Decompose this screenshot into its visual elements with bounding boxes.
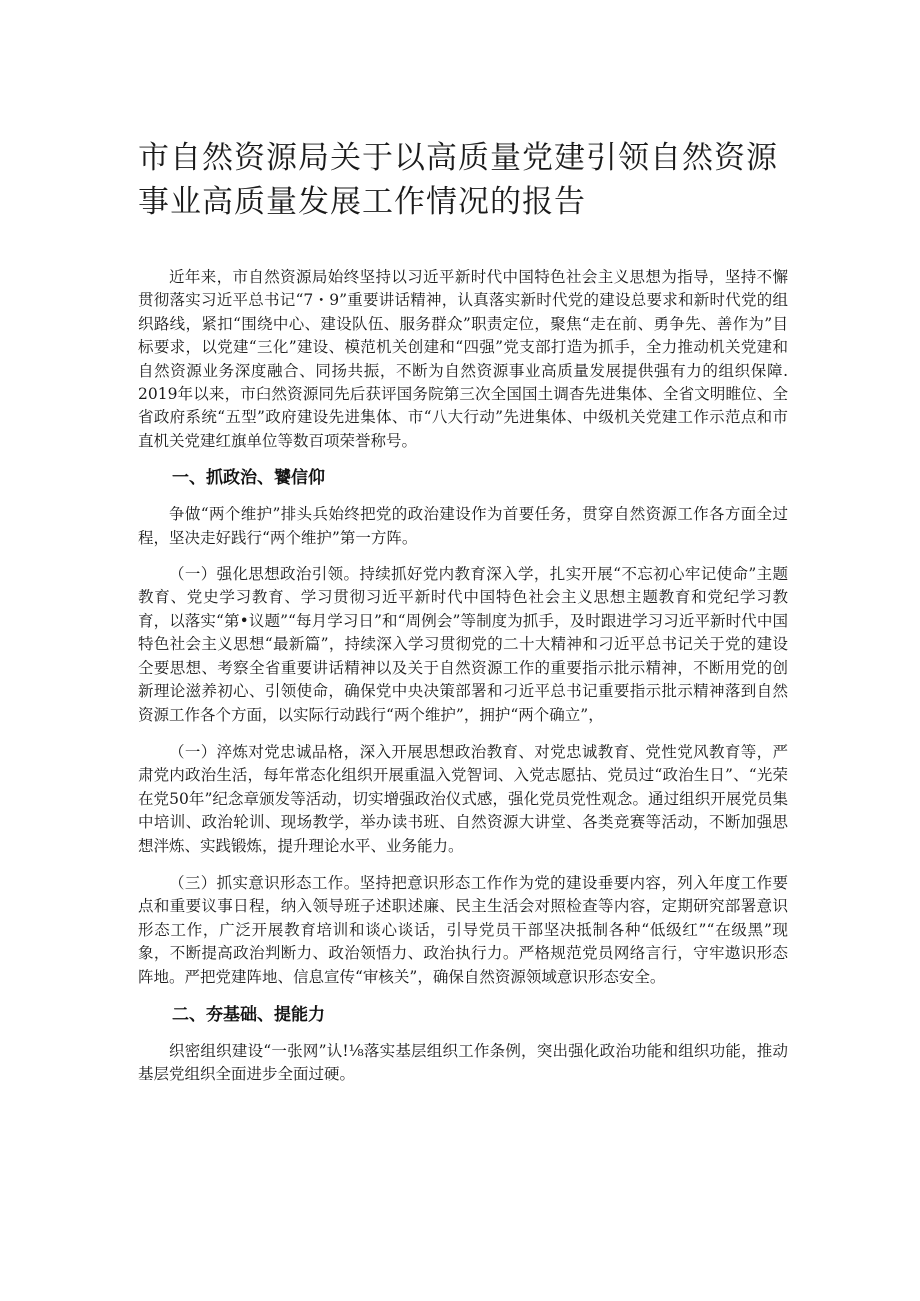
section-1-item-3-paragraph: （三）抓实意识形态工作。坚持把意识形态工作作为党的建设垂要内容，列入年度工作要点和重要议事日程，纳入领导班子述职述廉、民主生活会对照检查等内容，定期研究部署意识形态工作，广泛开展教育培训和谈心谈话，引导党员干部坚决抵制各种“低级红”“在级黑”现象，不断提高政治判断力、政治领悟力、政治执行力。严格规范党员网络言行，守牢遨识形态阵地。严把党建阵地、信息宣传“审核关”，确保自然资源领域意识形态安全。: [138, 873, 788, 986]
section-1-lead-paragraph: 争做“两个维护”排头兵始终把党的政治建设作为首要任务，贯穿自然资源工作各方面全过程，坚决走好践行“两个维护”第一方阵。: [138, 505, 788, 547]
section-1-item-2-paragraph: （一）淬炼对党忠诚品格，深入开展思想政治教育、对党忠诚教育、党性党风教育等，严肃党内政治生活，每年常态化组织开展重温入党智词、入党志愿拈、党员过“政治生日”、“光荣在党50年”纪念章颁发等活动，切实增强政治仪式感，强化党员党性观念。通过组织开展党员集中培训、政治轮训、现场教学，举办读书班、自然资源大讲堂、各类竞赛等活动，不断加强思想泮炼、实践锻炼，提升理论水平、业务能力。: [138, 742, 788, 855]
intro-paragraph: 近年来，市自然资源局始终坚持以习近平新时代中国特色社会主义思想为指导，坚持不懈贯彻落实习近平总书记“7・9”重要讲话精神，认真落实新时代党的建设总要求和新时代党的组织路线，紧扣“围绕中心、建设队伍、服务群众”职责定位，聚焦“走在前、勇争先、善作为”目标要求，以党建“三化”建设、模范机关创建和“四强”党支部打造为抓手，全力推动机关党建和自然资源业务深度融合、同扬共振，不断为自然资源事业高质量发展提供强有力的组织保障. 2019年以来，市臼然资源同先后获评国务院第三次全国国土调杳先进集体、全省文明睢位、全省政府系统“五型”政府建设先进集体、市“八大行动”先进集体、中级机关党建工作示范点和市直机关党建红旗单位等数百项荣誉称号。: [138, 268, 788, 450]
section-2-lead-paragraph: 织密组织建设“一张网”认!⅛落实基层组织工作条例，突出强化政治功能和组织功能，推动基层党组织全面进步全面过硬。: [138, 1041, 788, 1084]
section-2-heading: 二、夯基础、提能力: [172, 1004, 325, 1025]
section-1-item-1-paragraph: （一）强化思想政治引领。持续抓好党内教育深入学，扎实开展“不忘初心牢记使命”主题教育、党史学习教育、学习贯彻习近平新时代中国特色社会主义思想主题教育和党纪学习教育，以落实“第•议题”“每月学习日”和“周例会”等制度为抓手，及时跟进学习习近平新时代中国特色社会主义思想“最新篇”，持续深入学习贯彻党的二十大精神和刁近平总书记关于党的建设仝要思想、考察全省重要讲话精神以及关于自然资源工作的重要指示批示精神，不断用党的创新理论滋养初心、引领使命，确保党中央决策部署和刁近平总书记重要指示批示精神落到自然资源工作各个方面，以实际行动践行“两个维护”，拥护“两个确立”，: [138, 565, 788, 724]
section-1-heading: 一、抓政治、饕信仰: [172, 468, 325, 489]
document-body: [138, 266, 788, 1100]
document-title: 市自然资源局关于以高质量党建引领自然资源事业高质量发展工作情况的报告: [138, 140, 778, 220]
